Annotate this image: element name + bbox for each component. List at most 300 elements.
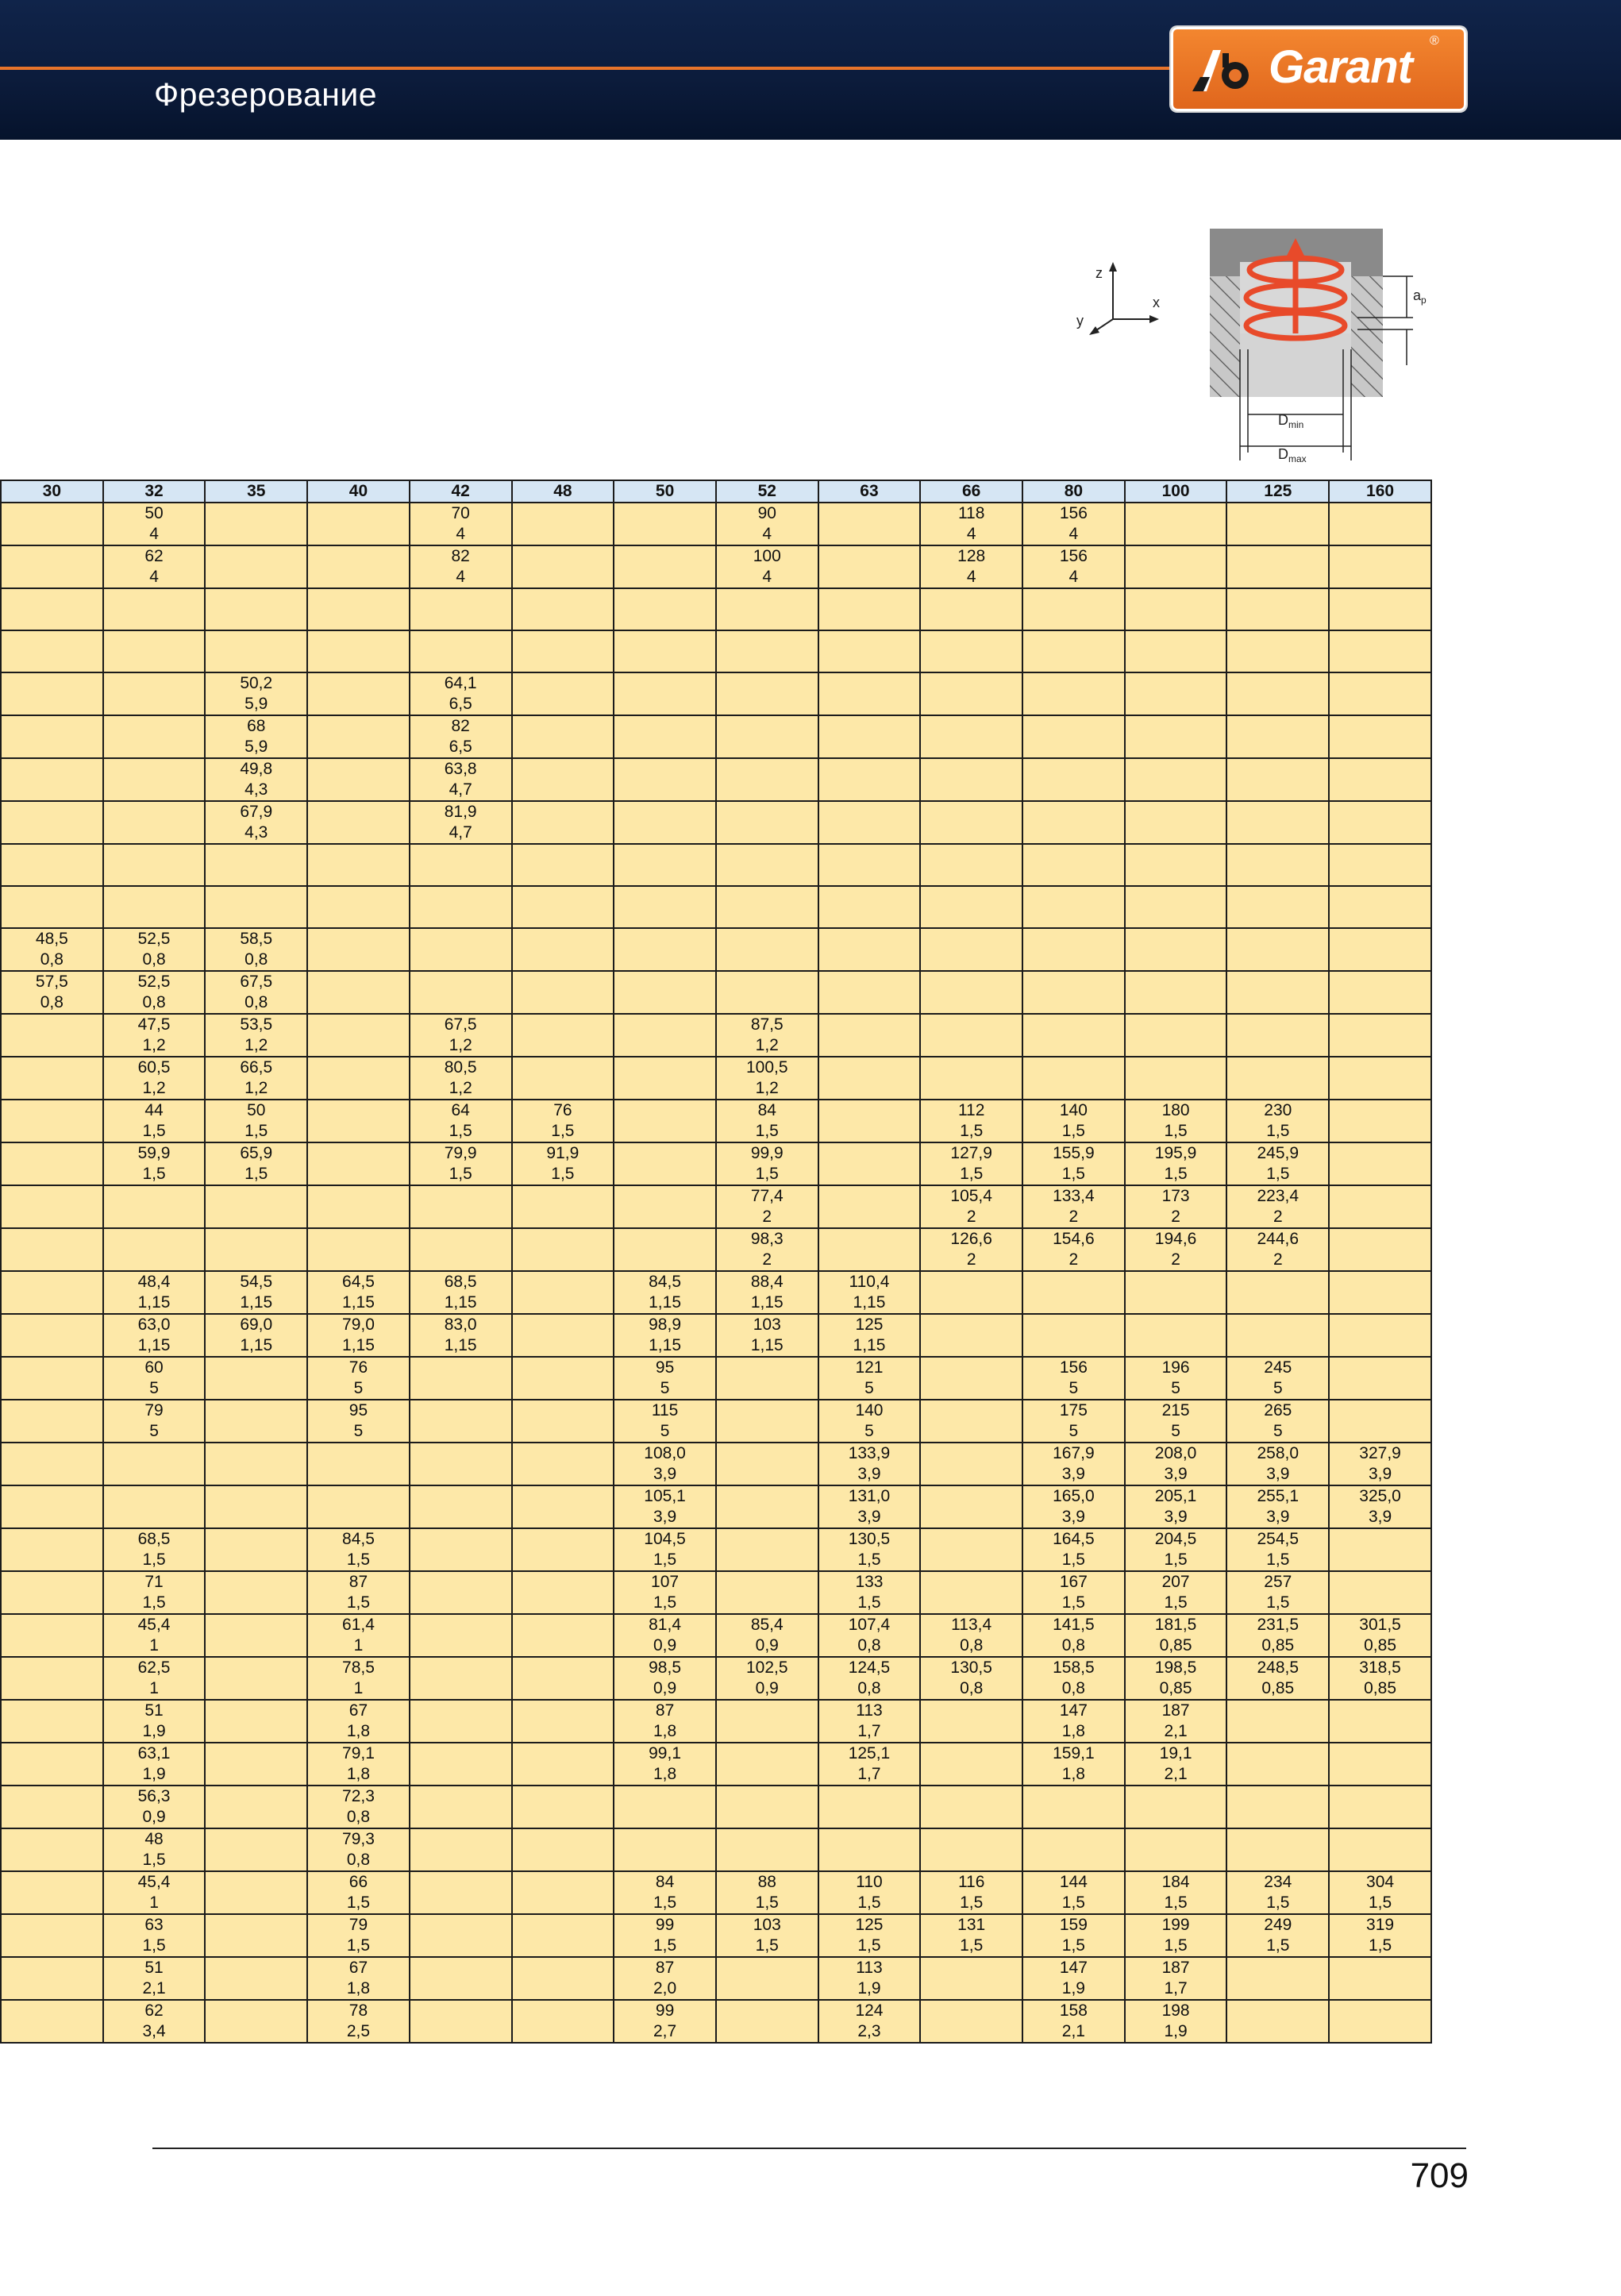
table-cell — [205, 1871, 307, 1914]
table-cell — [1125, 1185, 1227, 1228]
table-cell — [818, 1228, 921, 1271]
table-cell — [716, 1400, 818, 1443]
table-cell — [1329, 1871, 1431, 1914]
table-cell — [410, 1571, 512, 1614]
table-cell — [307, 758, 410, 801]
table-cell — [818, 1400, 921, 1443]
table-cell — [614, 844, 716, 886]
cell-diameter-value: 98,5 — [649, 1658, 681, 1677]
cell-pitch-value: 0,8 — [244, 950, 268, 969]
cell-diameter-value: 19,1 — [1159, 1744, 1192, 1762]
table-cell — [512, 1271, 614, 1314]
cell-pitch-value: 4 — [1068, 525, 1079, 543]
table-cell — [818, 1786, 921, 1828]
table-cell — [1329, 1185, 1431, 1228]
cell-pitch-value: 1,5 — [244, 1165, 268, 1183]
cell-diameter-value: 87,5 — [750, 1015, 784, 1034]
table-cell — [614, 758, 716, 801]
table-cell — [614, 1657, 716, 1700]
table-cell — [1329, 1700, 1431, 1743]
cell-pitch-value: 1,9 — [1061, 1979, 1085, 1997]
table-cell — [1125, 1014, 1227, 1057]
table-cell — [307, 1657, 410, 1700]
table-cell — [716, 844, 818, 886]
table-cell — [307, 672, 410, 715]
cell-diameter-value: 208,0 — [1154, 1444, 1197, 1462]
cell-diameter-value: 155,9 — [1053, 1144, 1095, 1162]
table-cell — [307, 1614, 410, 1657]
table-cell — [1022, 672, 1125, 715]
cell-diameter-value: 50,2 — [240, 674, 273, 692]
table-cell — [1022, 1871, 1125, 1914]
cell-diameter-value: 95 — [348, 1401, 368, 1420]
table-cell — [1022, 715, 1125, 758]
table-cell — [1022, 1957, 1125, 2000]
table-cell — [716, 928, 818, 971]
cell-pitch-value: 0,8 — [346, 1808, 371, 1826]
table-cell — [1022, 1357, 1125, 1400]
cell-diameter-value: 70 — [451, 504, 470, 522]
column-header: 80 — [1022, 480, 1125, 503]
table-cell — [1125, 1357, 1227, 1400]
cell-diameter-value: 248,5 — [1257, 1658, 1299, 1677]
table-cell — [818, 1614, 921, 1657]
table-row — [1, 588, 1431, 630]
cell-pitch-value: 1,5 — [142, 1851, 166, 1869]
cell-diameter-value: 110 — [856, 1873, 883, 1891]
cell-diameter-value: 195,9 — [1154, 1144, 1197, 1162]
table-cell — [1125, 1743, 1227, 1786]
table-cell — [1, 1657, 103, 1700]
cell-pitch-value: 1,7 — [1164, 1979, 1188, 1997]
cell-diameter-value: 48,5 — [35, 930, 68, 948]
cell-pitch-value: 1,2 — [449, 1036, 472, 1054]
table-cell — [512, 886, 614, 928]
table-cell — [103, 503, 206, 545]
table-cell — [614, 1314, 716, 1357]
cell-pitch-value: 0,8 — [40, 993, 64, 1011]
cell-diameter-value: 147 — [1059, 1701, 1088, 1720]
table-cell — [103, 1100, 206, 1142]
table-cell — [1226, 1571, 1329, 1614]
cell-pitch-value: 5 — [353, 1422, 364, 1440]
table-cell — [410, 1357, 512, 1400]
cell-diameter-value: 79,3 — [342, 1830, 375, 1848]
table-cell — [716, 1871, 818, 1914]
cell-pitch-value: 5 — [660, 1379, 670, 1397]
table-cell — [920, 1914, 1022, 1957]
cell-diameter-value: 103 — [753, 1916, 781, 1934]
table-cell — [1, 1786, 103, 1828]
table-cell — [1226, 503, 1329, 545]
cell-pitch-value: 3,9 — [1164, 1465, 1188, 1483]
cell-pitch-value: 2 — [1171, 1208, 1180, 1226]
cell-diameter-value: 63 — [144, 1916, 164, 1934]
cell-pitch-value: 0,8 — [40, 950, 64, 969]
table-cell — [1125, 801, 1227, 844]
table-cell — [716, 1057, 818, 1100]
cell-diameter-value: 58,5 — [240, 930, 273, 948]
table-cell — [512, 928, 614, 971]
table-cell — [920, 1828, 1022, 1871]
table-cell — [1226, 1700, 1329, 1743]
table-cell — [920, 1142, 1022, 1185]
table-cell — [1, 1828, 103, 1871]
cell-pitch-value: 1,5 — [1061, 1593, 1085, 1612]
cell-pitch-value: 1,5 — [960, 1936, 984, 1955]
cell-diameter-value: 49,8 — [240, 760, 273, 778]
cell-pitch-value: 4 — [456, 525, 465, 543]
table-cell — [920, 1400, 1022, 1443]
cell-diameter-value: 113,4 — [951, 1616, 992, 1634]
table-cell — [1, 1185, 103, 1228]
cell-diameter-value: 128 — [957, 547, 986, 565]
cell-pitch-value: 1,9 — [1164, 2022, 1188, 2040]
table-cell — [1329, 630, 1431, 672]
cell-pitch-value: 2 — [1068, 1208, 1079, 1226]
table-cell — [716, 2000, 818, 2043]
table-cell — [614, 1057, 716, 1100]
cell-pitch-value: 1,8 — [1061, 1722, 1085, 1740]
table-cell — [1125, 1828, 1227, 1871]
cell-pitch-value: 2,1 — [1164, 1765, 1188, 1783]
table-cell — [307, 588, 410, 630]
cell-pitch-value: 1,5 — [1164, 1893, 1188, 1912]
table-cell — [1022, 1400, 1125, 1443]
cell-pitch-value: 3,9 — [1368, 1508, 1392, 1526]
cell-diameter-value: 304 — [1366, 1873, 1395, 1891]
cell-pitch-value: 0,85 — [1364, 1679, 1396, 1697]
table-cell — [307, 1400, 410, 1443]
table-row — [1, 1614, 1431, 1657]
cell-diameter-value: 76 — [553, 1101, 572, 1119]
table-cell — [1226, 630, 1329, 672]
cell-pitch-value: 1,5 — [755, 1122, 779, 1140]
cell-diameter-value: 50 — [144, 504, 164, 522]
table-cell — [1022, 1485, 1125, 1528]
cell-diameter-value: 99,1 — [649, 1744, 681, 1762]
table-cell — [205, 1057, 307, 1100]
cell-pitch-value: 0,8 — [960, 1679, 984, 1697]
table-cell — [614, 588, 716, 630]
table-cell — [614, 1914, 716, 1957]
table-cell — [1022, 1657, 1125, 1700]
table-cell — [614, 1528, 716, 1571]
cell-pitch-value: 1,5 — [1266, 1122, 1290, 1140]
table-cell — [205, 1100, 307, 1142]
table-cell — [307, 886, 410, 928]
column-header: 160 — [1329, 480, 1431, 503]
table-row — [1, 1443, 1431, 1485]
cell-pitch-value: 1,2 — [142, 1079, 166, 1097]
cell-pitch-value: 3,9 — [1061, 1465, 1085, 1483]
cell-diameter-value: 167 — [1059, 1573, 1088, 1591]
table-cell — [1125, 1614, 1227, 1657]
table-cell — [1125, 1871, 1227, 1914]
table-cell — [410, 1014, 512, 1057]
page-header — [0, 0, 1621, 140]
table-cell — [1329, 1142, 1431, 1185]
table-cell — [410, 801, 512, 844]
cell-diameter-value: 133,4 — [1053, 1187, 1095, 1205]
table-row — [1, 1743, 1431, 1786]
table-cell — [716, 1957, 818, 2000]
table-cell — [920, 1100, 1022, 1142]
cell-diameter-value: 99 — [655, 1916, 675, 1934]
cell-diameter-value: 156 — [1059, 504, 1088, 522]
cell-pitch-value: 1,2 — [244, 1036, 268, 1054]
cell-diameter-value: 99 — [655, 2001, 675, 2020]
table-cell — [1, 1271, 103, 1314]
cell-pitch-value: 1,2 — [449, 1079, 472, 1097]
cell-pitch-value: 0,9 — [142, 1808, 166, 1826]
cell-diameter-value: 255,1 — [1257, 1487, 1299, 1505]
table-cell — [1, 1528, 103, 1571]
cell-diameter-value: 95 — [655, 1358, 675, 1377]
table-cell — [103, 630, 206, 672]
cell-pitch-value: 1,15 — [137, 1336, 171, 1354]
table-cell — [1, 1614, 103, 1657]
cell-pitch-value: 1,8 — [1061, 1765, 1085, 1783]
cell-diameter-value: 156 — [1059, 547, 1088, 565]
cell-pitch-value: 3,9 — [653, 1508, 677, 1526]
table-cell — [716, 672, 818, 715]
cell-pitch-value: 1,5 — [142, 1122, 166, 1140]
table-cell — [716, 1228, 818, 1271]
table-row — [1, 1528, 1431, 1571]
table-cell — [818, 2000, 921, 2043]
cell-diameter-value: 130,5 — [950, 1658, 992, 1677]
cell-diameter-value: 57,5 — [35, 973, 68, 991]
cell-diameter-value: 130,5 — [848, 1530, 891, 1548]
table-cell — [205, 1657, 307, 1700]
table-cell — [307, 715, 410, 758]
cell-diameter-value: 88,4 — [750, 1273, 784, 1291]
cell-diameter-value: 71 — [144, 1573, 164, 1591]
table-cell — [1, 1057, 103, 1100]
table-cell — [103, 758, 206, 801]
table-row — [1, 758, 1431, 801]
table-cell — [1226, 1657, 1329, 1700]
cell-diameter-value: 131,0 — [848, 1487, 891, 1505]
column-header: 42 — [410, 480, 512, 503]
cell-pitch-value: 1,5 — [1061, 1165, 1085, 1183]
cell-pitch-value: 4 — [966, 568, 976, 586]
table-cell — [716, 503, 818, 545]
table-cell — [512, 715, 614, 758]
cell-pitch-value: 2 — [966, 1208, 976, 1226]
table-cell — [512, 1485, 614, 1528]
table-cell — [614, 545, 716, 588]
cell-diameter-value: 45,4 — [137, 1616, 171, 1634]
table-cell — [1125, 1228, 1227, 1271]
cell-pitch-value: 1 — [149, 1893, 159, 1912]
cell-diameter-value: 104,5 — [644, 1530, 686, 1548]
table-cell — [614, 1142, 716, 1185]
table-cell — [103, 2000, 206, 2043]
cell-pitch-value: 0,85 — [1261, 1636, 1295, 1655]
parameter-table — [0, 480, 1432, 2044]
table-cell — [614, 1743, 716, 1786]
table-cell — [614, 1271, 716, 1314]
cell-diameter-value: 207 — [1161, 1573, 1190, 1591]
table-cell — [1, 886, 103, 928]
table-cell — [1125, 588, 1227, 630]
cell-diameter-value: 125 — [855, 1316, 884, 1334]
table-cell — [512, 1228, 614, 1271]
table-cell — [307, 545, 410, 588]
table-cell — [410, 1614, 512, 1657]
table-cell — [512, 1142, 614, 1185]
table-cell — [307, 1271, 410, 1314]
table-cell — [1125, 2000, 1227, 2043]
cell-pitch-value: 2,7 — [653, 2022, 677, 2040]
cell-pitch-value: 2,3 — [857, 2022, 881, 2040]
cell-pitch-value: 5 — [1068, 1379, 1079, 1397]
table-cell — [103, 1614, 206, 1657]
table-cell — [1022, 928, 1125, 971]
table-cell — [410, 1700, 512, 1743]
table-cell — [205, 1614, 307, 1657]
table-cell — [205, 1528, 307, 1571]
cell-pitch-value: 1,5 — [142, 1165, 166, 1183]
table-cell — [614, 1100, 716, 1142]
table-cell — [1, 1228, 103, 1271]
cell-pitch-value: 1 — [353, 1679, 364, 1697]
cell-pitch-value: 4 — [966, 525, 976, 543]
cell-pitch-value: 1,2 — [755, 1036, 779, 1054]
cell-diameter-value: 184 — [1161, 1873, 1190, 1891]
cell-diameter-value: 60 — [144, 1358, 164, 1377]
cell-diameter-value: 62 — [144, 2001, 164, 2020]
table-cell — [512, 1185, 614, 1228]
table-cell — [614, 1485, 716, 1528]
cell-pitch-value: 1,5 — [1061, 1551, 1085, 1569]
cell-pitch-value: 5 — [149, 1422, 159, 1440]
table-cell — [307, 1743, 410, 1786]
cell-diameter-value: 66 — [348, 1873, 368, 1891]
table-cell — [1, 715, 103, 758]
table-row — [1, 2000, 1431, 2043]
table-cell — [410, 1185, 512, 1228]
cell-pitch-value: 1,15 — [137, 1293, 171, 1312]
cell-diameter-value: 301,5 — [1359, 1616, 1401, 1634]
cell-pitch-value: 3,9 — [857, 1465, 881, 1483]
table-cell — [1329, 1828, 1431, 1871]
table-cell — [205, 715, 307, 758]
table-cell — [1226, 1142, 1329, 1185]
cell-diameter-value: 67 — [348, 1701, 368, 1720]
table-cell — [307, 1314, 410, 1357]
table-cell — [512, 1571, 614, 1614]
table-cell — [410, 1100, 512, 1142]
table-cell — [818, 1271, 921, 1314]
table-cell — [103, 672, 206, 715]
table-cell — [410, 928, 512, 971]
table-cell — [410, 715, 512, 758]
cell-pitch-value: 2 — [1068, 1250, 1079, 1269]
cell-diameter-value: 67,5 — [240, 973, 273, 991]
cell-diameter-value: 53,5 — [240, 1015, 273, 1034]
cell-diameter-value: 52,5 — [137, 930, 171, 948]
table-cell — [307, 1100, 410, 1142]
cell-pitch-value: 4 — [762, 568, 772, 586]
cell-pitch-value: 1,15 — [853, 1293, 886, 1312]
table-cell — [716, 1100, 818, 1142]
cell-diameter-value: 173 — [1161, 1187, 1190, 1205]
table-cell — [1329, 1057, 1431, 1100]
cell-pitch-value: 0,9 — [653, 1636, 677, 1655]
cell-pitch-value: 1,15 — [750, 1293, 784, 1312]
table-cell — [1022, 1528, 1125, 1571]
table-cell — [205, 928, 307, 971]
cell-diameter-value: 154,6 — [1053, 1230, 1095, 1248]
table-cell — [716, 715, 818, 758]
cell-pitch-value: 0,8 — [142, 993, 166, 1011]
cell-diameter-value: 52,5 — [137, 973, 171, 991]
cell-pitch-value: 0,85 — [1261, 1679, 1295, 1697]
table-cell — [1125, 1100, 1227, 1142]
cell-pitch-value: 2 — [762, 1208, 772, 1226]
cell-diameter-value: 72,3 — [342, 1787, 375, 1805]
cell-diameter-value: 98,3 — [750, 1230, 784, 1248]
table-cell — [410, 1443, 512, 1485]
cell-pitch-value: 1,9 — [142, 1765, 166, 1783]
cell-diameter-value: 159,1 — [1053, 1744, 1095, 1762]
table-cell — [818, 1314, 921, 1357]
table-cell — [818, 1100, 921, 1142]
cell-pitch-value: 1,5 — [755, 1893, 779, 1912]
table-row — [1, 1914, 1431, 1957]
table-cell — [103, 1957, 206, 2000]
table-row — [1, 801, 1431, 844]
cell-diameter-value: 164,5 — [1053, 1530, 1095, 1548]
table-cell — [1, 758, 103, 801]
table-cell — [614, 1957, 716, 2000]
cell-pitch-value: 1,8 — [346, 1765, 371, 1783]
table-cell — [716, 588, 818, 630]
table-cell — [920, 886, 1022, 928]
table-cell — [1226, 545, 1329, 588]
table-cell — [512, 1786, 614, 1828]
table-cell — [410, 844, 512, 886]
table-cell — [512, 672, 614, 715]
table-cell — [103, 1443, 206, 1485]
cell-diameter-value: 78 — [348, 2001, 368, 2020]
table-cell — [716, 545, 818, 588]
table-cell — [512, 1014, 614, 1057]
table-cell — [512, 1314, 614, 1357]
table-cell — [1226, 1314, 1329, 1357]
cell-pitch-value: 1,5 — [1164, 1122, 1188, 1140]
cell-diameter-value: 196 — [1161, 1358, 1190, 1377]
table-cell — [103, 844, 206, 886]
table-cell — [818, 1485, 921, 1528]
table-row — [1, 1271, 1431, 1314]
table-cell — [1329, 1743, 1431, 1786]
cell-pitch-value: 2,5 — [346, 2022, 371, 2040]
cell-diameter-value: 48,4 — [137, 1273, 171, 1291]
table-cell — [920, 1271, 1022, 1314]
cell-diameter-value: 63,0 — [137, 1316, 171, 1334]
table-cell — [512, 1614, 614, 1657]
cell-diameter-value: 84 — [655, 1873, 675, 1891]
table-row — [1, 1100, 1431, 1142]
table-cell — [920, 630, 1022, 672]
table-cell — [716, 1271, 818, 1314]
table-cell — [205, 1743, 307, 1786]
column-header: 63 — [818, 480, 921, 503]
